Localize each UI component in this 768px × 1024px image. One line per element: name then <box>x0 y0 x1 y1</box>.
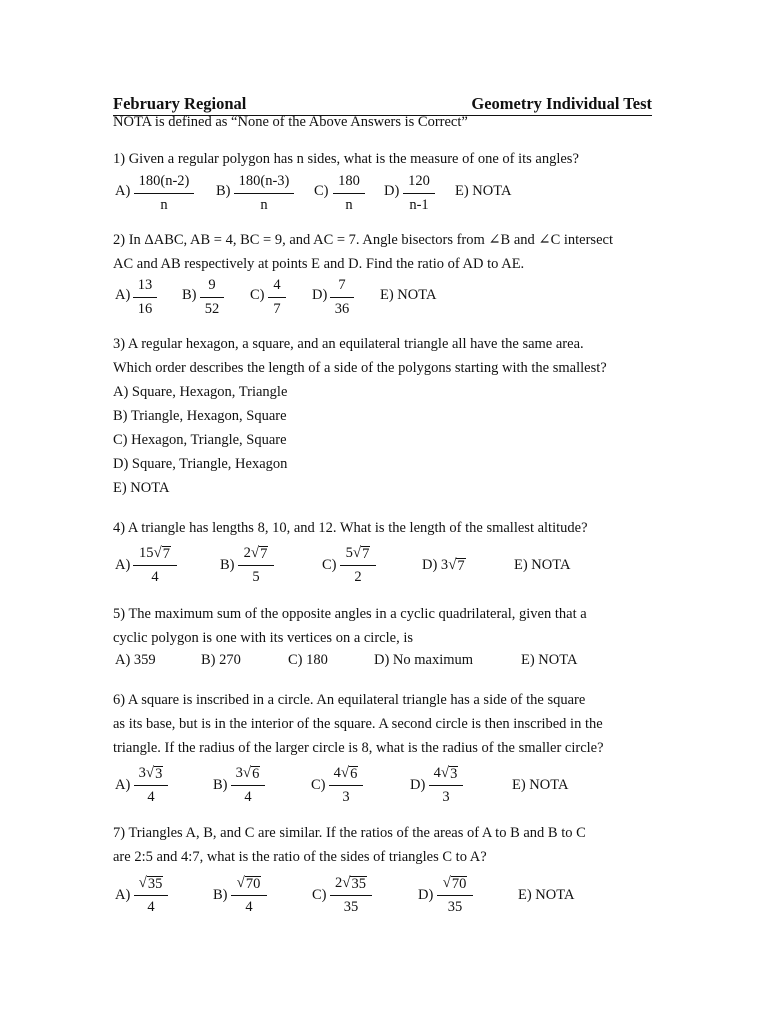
q4-option-c-num <box>344 545 373 562</box>
q6-option-d-radicand: 3 <box>450 766 458 782</box>
q1-option-c-num: 180 <box>338 173 360 189</box>
q1-option-b-den: n <box>260 197 268 213</box>
header-test-title: Geometry Individual Test <box>471 94 652 113</box>
q4-option-a-label: A) <box>115 557 131 573</box>
q6-option-b-num <box>234 765 263 782</box>
fraction-bar <box>437 895 473 896</box>
q1-option-c-fraction <box>333 173 365 214</box>
sqrt-icon: √ <box>236 875 245 891</box>
q3-option-c: C) Hexagon, Triangle, Square <box>113 432 287 448</box>
fraction-bar <box>134 193 194 194</box>
q2-option-d-label: D) <box>312 287 328 303</box>
fraction-bar <box>200 297 224 298</box>
q1-option-c-den: n <box>345 197 353 213</box>
q3-option-a: A) Square, Hexagon, Triangle <box>113 384 288 400</box>
q4-option-a-num <box>137 545 173 562</box>
fraction-bar <box>231 895 267 896</box>
q5-option-e: E) NOTA <box>521 652 578 668</box>
q1-option-b-num: 180(n-3) <box>238 173 290 189</box>
fraction-bar <box>238 565 274 566</box>
fraction-bar <box>133 297 157 298</box>
q7-option-c-fraction <box>330 875 372 916</box>
q2-option-d-fraction <box>330 277 354 318</box>
q2-option-a-den: 16 <box>137 301 153 317</box>
q2-option-a-num: 13 <box>137 277 153 293</box>
q2-option-b-fraction <box>200 277 224 318</box>
fraction-bar <box>333 193 365 194</box>
q7-option-d-label: D) <box>418 887 434 903</box>
fraction-bar <box>133 565 177 566</box>
nota-definition: NOTA is defined as “None of the Above Answers is Correct” <box>113 114 468 130</box>
q7-option-c-num <box>333 875 369 892</box>
sqrt-icon: √ <box>448 557 457 573</box>
q3-text-line1: 3) A regular hexagon, a square, and an equilateral triangle all have the same area. <box>113 336 584 352</box>
sqrt-icon: √ <box>242 765 252 781</box>
q4-option-d <box>422 557 466 574</box>
q7-option-a-label: A) <box>115 887 131 903</box>
q7-option-d-num <box>441 875 470 892</box>
sqrt-icon: √ <box>340 765 350 781</box>
q4-option-b-coef: 2 <box>243 545 251 561</box>
fraction-bar <box>403 193 435 194</box>
q1-option-d-num: 120 <box>408 173 430 189</box>
q7-option-c-den: 35 <box>343 899 359 915</box>
q3-option-b: B) Triangle, Hexagon, Square <box>113 408 287 424</box>
q6-option-a-radicand: 3 <box>155 766 163 782</box>
q4-option-b-num <box>242 545 271 562</box>
q4-option-c-radicand: 7 <box>362 546 370 562</box>
q5-option-c: C) 180 <box>288 652 328 668</box>
sqrt-icon: √ <box>342 875 351 891</box>
q4-option-c-fraction <box>340 545 376 586</box>
q4-option-a-radicand: 7 <box>162 546 170 562</box>
q7-option-c-radicand: 35 <box>351 876 366 892</box>
q5-text-line2: cyclic polygon is one with its vertices on a circle, is <box>113 630 413 646</box>
q1-option-a-num: 180(n-2) <box>138 173 190 189</box>
q6-option-b-den: 4 <box>244 789 252 805</box>
fraction-bar <box>329 785 363 786</box>
q6-option-c-num <box>332 765 361 782</box>
fraction-bar <box>330 297 354 298</box>
q1-option-a-den: n <box>160 197 168 213</box>
q4-option-a-coef: 15 <box>139 545 154 561</box>
q7-option-a-num <box>137 875 166 892</box>
q6-option-d-den: 3 <box>442 789 450 805</box>
q7-option-b-den: 4 <box>245 899 253 915</box>
q1-option-d-fraction <box>403 173 435 214</box>
q7-option-a-fraction <box>134 875 168 916</box>
q2-option-c-num: 4 <box>273 277 281 293</box>
q4-option-b-fraction <box>238 545 274 586</box>
q1-option-a-label: A) <box>115 183 131 199</box>
fraction-bar <box>340 565 376 566</box>
q4-option-e: E) NOTA <box>514 557 571 573</box>
q4-option-b-radicand: 7 <box>260 546 268 562</box>
fraction-bar <box>134 895 168 896</box>
q6-option-d-num <box>432 765 461 782</box>
q7-option-b-label: B) <box>213 887 228 903</box>
q2-option-c-fraction <box>268 277 286 318</box>
q2-option-e: E) NOTA <box>380 287 437 303</box>
q6-option-a-num <box>137 765 166 782</box>
q4-option-d-label: D) 3 <box>422 557 449 573</box>
q6-option-b-fraction <box>231 765 265 806</box>
q2-option-a-label: A) <box>115 287 131 303</box>
q6-option-d-coef: 4 <box>433 765 441 781</box>
fraction-bar <box>134 785 168 786</box>
q6-option-c-den: 3 <box>342 789 350 805</box>
q5-option-d: D) No maximum <box>374 652 474 668</box>
q4-option-b-den: 5 <box>252 569 260 585</box>
sqrt-icon: √ <box>250 545 260 561</box>
q2-text-line1: 2) In ΔABC, AB = 4, BC = 9, and AC = 7. Angle bisectors from ∠B and ∠C intersect <box>113 232 613 248</box>
q6-option-e: E) NOTA <box>512 777 569 793</box>
q1-option-d-label: D) <box>384 183 400 199</box>
q7-option-d-den: 35 <box>447 899 463 915</box>
sqrt-icon: √ <box>138 875 147 891</box>
header-event: February Regional <box>113 94 247 113</box>
q3-text-line2: Which order describes the length of a side of the polygons starting with the smallest? <box>113 360 607 376</box>
q7-option-c-label: C) <box>312 887 327 903</box>
q2-option-c-label: C) <box>250 287 265 303</box>
fraction-bar <box>231 785 265 786</box>
q3-option-d: D) Square, Triangle, Hexagon <box>113 456 288 472</box>
q6-option-a-label: A) <box>115 777 131 793</box>
q6-option-b-radicand: 6 <box>252 766 260 782</box>
fraction-bar <box>429 785 463 786</box>
q6-option-c-coef: 4 <box>333 765 341 781</box>
q1-option-d-den: n-1 <box>409 197 429 213</box>
q6-text-line2: as its base, but is in the interior of the square. A second circle is then inscribed in the <box>113 716 603 732</box>
q2-option-b-den: 52 <box>204 301 220 317</box>
q1-option-c-label: C) <box>314 183 329 199</box>
q4-option-c-coef: 5 <box>345 545 353 561</box>
q3-option-e: E) NOTA <box>113 480 170 496</box>
q2-option-b-num: 9 <box>208 277 216 293</box>
q4-option-c-den: 2 <box>354 569 362 585</box>
q5-option-a: A) 359 <box>115 652 156 668</box>
sqrt-icon: √ <box>440 765 450 781</box>
q6-option-a-den: 4 <box>147 789 155 805</box>
q7-text-line2: are 2:5 and 4:7, what is the ratio of the sides of triangles C to A? <box>113 849 487 865</box>
sqrt-icon: √ <box>153 545 162 561</box>
fraction-bar <box>268 297 286 298</box>
q6-option-c-fraction <box>329 765 363 806</box>
q7-option-a-radicand: 35 <box>147 876 163 892</box>
q1-option-e: E) NOTA <box>455 183 512 199</box>
q2-option-b-label: B) <box>182 287 197 303</box>
sqrt-icon: √ <box>352 545 362 561</box>
q4-option-d-radicand: 7 <box>457 558 465 574</box>
q6-option-b-label: B) <box>213 777 228 793</box>
q1-text: 1) Given a regular polygon has n sides, what is the measure of one of its angles? <box>113 151 579 167</box>
q7-option-c-coef: 2 <box>335 875 343 891</box>
q4-option-b-label: B) <box>220 557 235 573</box>
q4-text: 4) A triangle has lengths 8, 10, and 12. What is the length of the smallest altitude? <box>113 520 588 536</box>
q2-option-c-den: 7 <box>273 301 281 317</box>
q6-text-line1: 6) A square is inscribed in a circle. An equilateral triangle has a side of the square <box>113 692 586 708</box>
sqrt-icon: √ <box>145 765 155 781</box>
q7-option-a-den: 4 <box>147 899 155 915</box>
q6-option-d-label: D) <box>410 777 426 793</box>
q7-option-d-fraction <box>437 875 473 916</box>
q2-option-d-num: 7 <box>338 277 346 293</box>
q4-option-c-label: C) <box>322 557 337 573</box>
q7-option-d-radicand: 70 <box>451 876 467 892</box>
q7-option-e: E) NOTA <box>518 887 575 903</box>
q4-option-a-fraction <box>133 545 177 586</box>
q6-option-c-label: C) <box>311 777 326 793</box>
q4-option-a-den: 4 <box>151 569 159 585</box>
q7-text-line1: 7) Triangles A, B, and C are similar. If the ratios of the areas of A to B and B to C <box>113 825 586 841</box>
q6-text-line3: triangle. If the radius of the larger circle is 8, what is the radius of the smaller circle? <box>113 740 604 756</box>
q7-option-b-radicand: 70 <box>245 876 261 892</box>
q6-option-d-fraction <box>429 765 463 806</box>
q1-option-a-fraction <box>134 173 194 214</box>
q6-option-a-fraction <box>134 765 168 806</box>
q6-option-c-radicand: 6 <box>350 766 358 782</box>
q1-option-b-label: B) <box>216 183 231 199</box>
q2-option-a-fraction <box>133 277 157 318</box>
q6-option-a-coef: 3 <box>138 765 146 781</box>
q5-option-b: B) 270 <box>201 652 241 668</box>
q2-text-line2: AC and AB respectively at points E and D. Find the ratio of AD to AE. <box>113 256 525 272</box>
q1-option-b-fraction <box>234 173 294 214</box>
q2-option-d-den: 36 <box>334 301 350 317</box>
q6-option-b-coef: 3 <box>235 765 243 781</box>
q7-option-b-fraction <box>231 875 267 916</box>
header <box>113 93 652 116</box>
q5-text-line1: 5) The maximum sum of the opposite angles in a cyclic quadrilateral, given that a <box>113 606 587 622</box>
q7-option-b-num <box>235 875 264 892</box>
fraction-bar <box>330 895 372 896</box>
fraction-bar <box>234 193 294 194</box>
sqrt-icon: √ <box>442 875 451 891</box>
